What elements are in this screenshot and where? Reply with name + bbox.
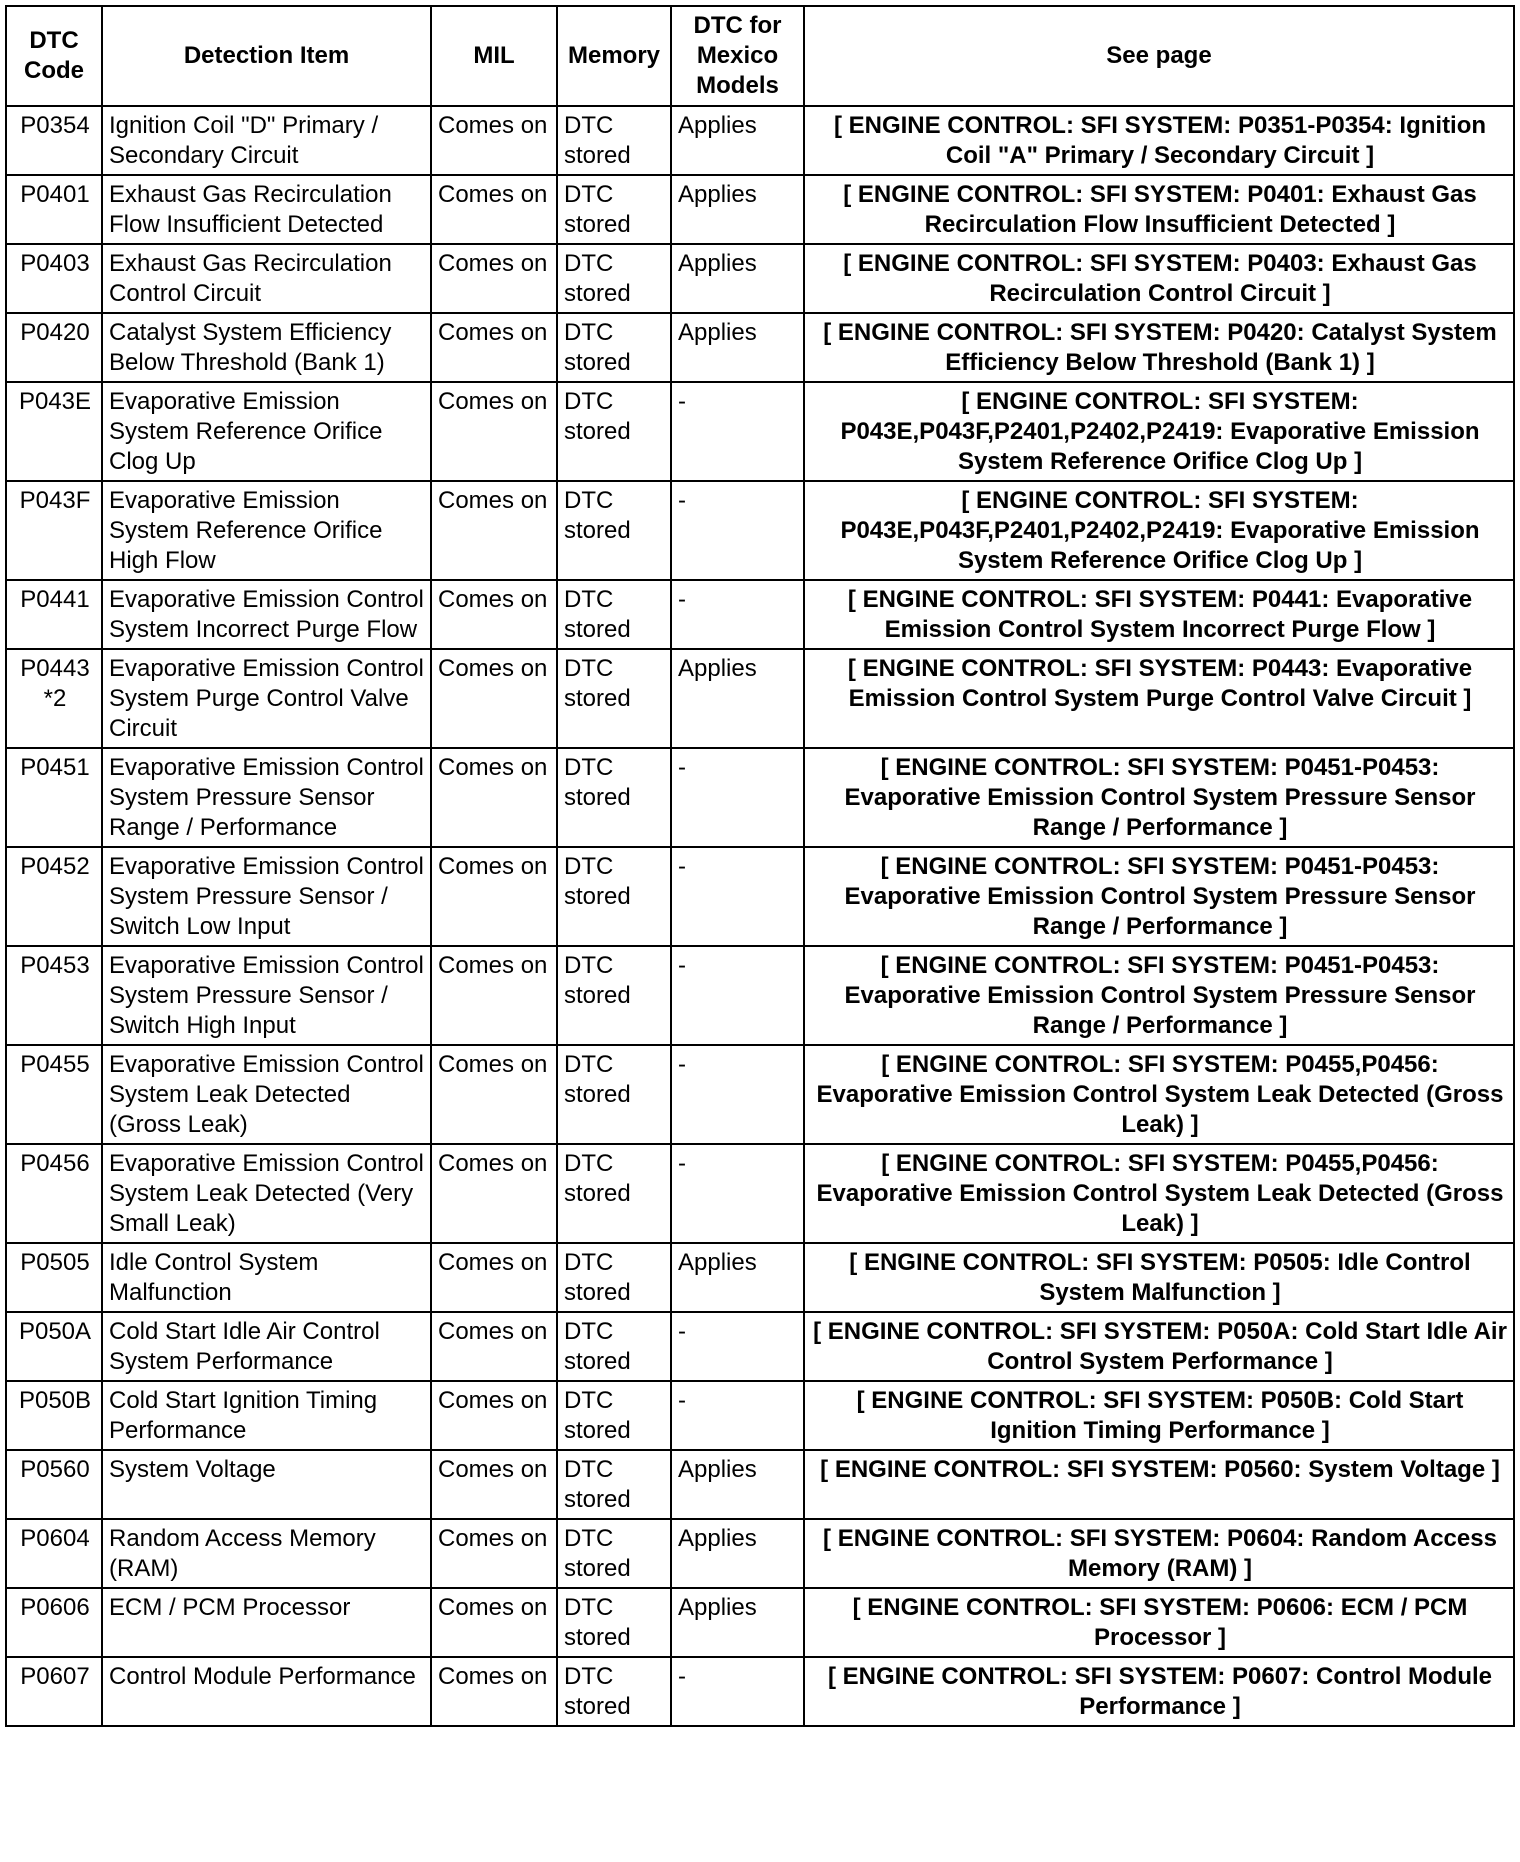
dtc-code: P0420 bbox=[20, 319, 90, 346]
table-row bbox=[6, 1588, 1514, 1657]
table-row bbox=[6, 1144, 1514, 1243]
dtc-code-cell bbox=[6, 1519, 102, 1588]
see-page-link[interactable]: [ ENGINE CONTROL: SFI SYSTEM: P0604: Random Access Memory (RAM) ] bbox=[804, 1519, 1514, 1588]
mexico-models-cell: - bbox=[671, 1312, 804, 1381]
memory-cell: DTC stored bbox=[557, 1519, 671, 1588]
table-row bbox=[6, 580, 1514, 649]
see-page-link[interactable]: [ ENGINE CONTROL: SFI SYSTEM: P0451-P0453: Evaporative Emission Control System Pressure Sensor Range / Performance ] bbox=[804, 748, 1514, 847]
mil-cell: Comes on bbox=[431, 1588, 557, 1657]
dtc-code-cell bbox=[6, 481, 102, 580]
see-page-link[interactable]: [ ENGINE CONTROL: SFI SYSTEM: P043E,P043F,P2401,P2402,P2419: Evaporative Emission System Reference Orifice Clog Up ] bbox=[804, 481, 1514, 580]
memory-cell: DTC stored bbox=[557, 1243, 671, 1312]
see-page-link[interactable]: [ ENGINE CONTROL: SFI SYSTEM: P0455,P0456: Evaporative Emission Control System Leak Detected (Gross Leak) ] bbox=[804, 1045, 1514, 1144]
memory-cell: DTC stored bbox=[557, 1144, 671, 1243]
dtc-footnote: *2 bbox=[43, 685, 67, 712]
see-page-link[interactable]: [ ENGINE CONTROL: SFI SYSTEM: P0441: Evaporative Emission Control System Incorrect Purge Flow ] bbox=[804, 580, 1514, 649]
detection-item-cell: Evaporative Emission Control System Leak Detected (Very Small Leak) bbox=[102, 1144, 431, 1243]
mil-cell: Comes on bbox=[431, 1381, 557, 1450]
mil-cell: Comes on bbox=[431, 748, 557, 847]
mexico-models-cell: - bbox=[671, 946, 804, 1045]
dtc-code-cell bbox=[6, 175, 102, 244]
detection-item-cell: ECM / PCM Processor bbox=[102, 1588, 431, 1657]
see-page-link[interactable]: [ ENGINE CONTROL: SFI SYSTEM: P0401: Exhaust Gas Recirculation Flow Insufficient Detected ] bbox=[804, 175, 1514, 244]
memory-cell: DTC stored bbox=[557, 1045, 671, 1144]
dtc-code-cell bbox=[6, 313, 102, 382]
table-row bbox=[6, 1381, 1514, 1450]
detection-item-cell: Cold Start Idle Air Control System Performance bbox=[102, 1312, 431, 1381]
table-row bbox=[6, 649, 1514, 748]
detection-item-cell: Idle Control System Malfunction bbox=[102, 1243, 431, 1312]
mil-cell: Comes on bbox=[431, 1657, 557, 1726]
mil-cell: Comes on bbox=[431, 382, 557, 481]
dtc-code-cell bbox=[6, 1243, 102, 1312]
table-body bbox=[6, 106, 1514, 1726]
header-memory: Memory bbox=[557, 6, 671, 106]
dtc-code: P0403 bbox=[20, 250, 90, 277]
dtc-code-cell bbox=[6, 1312, 102, 1381]
detection-item-cell: Evaporative Emission Control System Pressure Sensor / Switch Low Input bbox=[102, 847, 431, 946]
dtc-code-cell bbox=[6, 1450, 102, 1519]
memory-cell: DTC stored bbox=[557, 106, 671, 175]
mil-cell: Comes on bbox=[431, 649, 557, 748]
see-page-link[interactable]: [ ENGINE CONTROL: SFI SYSTEM: P0443: Evaporative Emission Control System Purge Control Valve Circuit ] bbox=[804, 649, 1514, 748]
mexico-models-cell: Applies bbox=[671, 1519, 804, 1588]
mil-cell: Comes on bbox=[431, 847, 557, 946]
table-row bbox=[6, 313, 1514, 382]
detection-item-cell: System Voltage bbox=[102, 1450, 431, 1519]
see-page-link[interactable]: [ ENGINE CONTROL: SFI SYSTEM: P050B: Cold Start Ignition Timing Performance ] bbox=[804, 1381, 1514, 1450]
detection-item-cell: Evaporative Emission Control System Leak Detected (Gross Leak) bbox=[102, 1045, 431, 1144]
mil-cell: Comes on bbox=[431, 1243, 557, 1312]
dtc-code-cell bbox=[6, 580, 102, 649]
memory-cell: DTC stored bbox=[557, 244, 671, 313]
see-page-link[interactable]: [ ENGINE CONTROL: SFI SYSTEM: P0560: System Voltage ] bbox=[804, 1450, 1514, 1519]
mexico-models-cell: Applies bbox=[671, 106, 804, 175]
dtc-code: P0560 bbox=[20, 1456, 90, 1483]
mexico-models-cell: Applies bbox=[671, 649, 804, 748]
mil-cell: Comes on bbox=[431, 1144, 557, 1243]
see-page-link[interactable]: [ ENGINE CONTROL: SFI SYSTEM: P0420: Catalyst System Efficiency Below Threshold (Bank 1) ] bbox=[804, 313, 1514, 382]
mexico-models-cell: Applies bbox=[671, 313, 804, 382]
table-row bbox=[6, 1045, 1514, 1144]
dtc-code: P0453 bbox=[20, 952, 90, 979]
mexico-models-cell: - bbox=[671, 1045, 804, 1144]
dtc-code: P0456 bbox=[20, 1150, 90, 1177]
mexico-models-cell: Applies bbox=[671, 1588, 804, 1657]
mexico-models-cell: Applies bbox=[671, 1243, 804, 1312]
header-dtc-code: DTC Code bbox=[6, 6, 102, 106]
header-mil: MIL bbox=[431, 6, 557, 106]
table-row bbox=[6, 1243, 1514, 1312]
header-see-page: See page bbox=[804, 6, 1514, 106]
dtc-table bbox=[5, 5, 1515, 1727]
header-row bbox=[6, 6, 1514, 106]
table-row bbox=[6, 1657, 1514, 1726]
detection-item-cell: Random Access Memory (RAM) bbox=[102, 1519, 431, 1588]
table-row bbox=[6, 1312, 1514, 1381]
mil-cell: Comes on bbox=[431, 946, 557, 1045]
dtc-code-cell bbox=[6, 1045, 102, 1144]
dtc-code: P0604 bbox=[20, 1525, 90, 1552]
detection-item-cell: Evaporative Emission Control System Purge Control Valve Circuit bbox=[102, 649, 431, 748]
table-row bbox=[6, 847, 1514, 946]
dtc-code: P0455 bbox=[20, 1051, 90, 1078]
see-page-link[interactable]: [ ENGINE CONTROL: SFI SYSTEM: P0403: Exhaust Gas Recirculation Control Circuit ] bbox=[804, 244, 1514, 313]
see-page-link[interactable]: [ ENGINE CONTROL: SFI SYSTEM: P043E,P043F,P2401,P2402,P2419: Evaporative Emission System Reference Orifice Clog Up ] bbox=[804, 382, 1514, 481]
dtc-code-cell bbox=[6, 244, 102, 313]
mil-cell: Comes on bbox=[431, 313, 557, 382]
memory-cell: DTC stored bbox=[557, 313, 671, 382]
header-detection-item: Detection Item bbox=[102, 6, 431, 106]
table-row bbox=[6, 175, 1514, 244]
dtc-code-cell bbox=[6, 106, 102, 175]
mexico-models-cell: - bbox=[671, 580, 804, 649]
mexico-models-cell: - bbox=[671, 382, 804, 481]
detection-item-cell: Cold Start Ignition Timing Performance bbox=[102, 1381, 431, 1450]
table-row bbox=[6, 106, 1514, 175]
mil-cell: Comes on bbox=[431, 175, 557, 244]
detection-item-cell: Ignition Coil "D" Primary / Secondary Circuit bbox=[102, 106, 431, 175]
memory-cell: DTC stored bbox=[557, 175, 671, 244]
dtc-code: P0441 bbox=[20, 586, 90, 613]
dtc-code-cell bbox=[6, 382, 102, 481]
table-row bbox=[6, 946, 1514, 1045]
mexico-models-cell: - bbox=[671, 847, 804, 946]
dtc-code-cell bbox=[6, 1144, 102, 1243]
detection-item-cell: Evaporative Emission Control System Pressure Sensor Range / Performance bbox=[102, 748, 431, 847]
memory-cell: DTC stored bbox=[557, 1657, 671, 1726]
mil-cell: Comes on bbox=[431, 106, 557, 175]
dtc-code-cell bbox=[6, 649, 102, 748]
detection-item-cell: Evaporative Emission Control System Incorrect Purge Flow bbox=[102, 580, 431, 649]
dtc-code-cell bbox=[6, 1381, 102, 1450]
memory-cell: DTC stored bbox=[557, 748, 671, 847]
memory-cell: DTC stored bbox=[557, 1312, 671, 1381]
table-row bbox=[6, 748, 1514, 847]
dtc-code: P0401 bbox=[20, 181, 90, 208]
header-mexico-models: DTC for Mexico Models bbox=[671, 6, 804, 106]
detection-item-cell: Catalyst System Efficiency Below Threshold (Bank 1) bbox=[102, 313, 431, 382]
table-row bbox=[6, 244, 1514, 313]
dtc-code: P0606 bbox=[20, 1594, 90, 1621]
memory-cell: DTC stored bbox=[557, 1588, 671, 1657]
memory-cell: DTC stored bbox=[557, 649, 671, 748]
memory-cell: DTC stored bbox=[557, 382, 671, 481]
dtc-code-cell bbox=[6, 946, 102, 1045]
memory-cell: DTC stored bbox=[557, 847, 671, 946]
mexico-models-cell: Applies bbox=[671, 175, 804, 244]
dtc-code: P050B bbox=[18, 1387, 92, 1414]
dtc-code: P0443 bbox=[20, 655, 90, 682]
dtc-code: P050A bbox=[18, 1318, 92, 1345]
dtc-table-container bbox=[5, 5, 1513, 1727]
dtc-code: P0452 bbox=[20, 853, 90, 880]
see-page-link[interactable]: [ ENGINE CONTROL: SFI SYSTEM: P0607: Control Module Performance ] bbox=[804, 1657, 1514, 1726]
dtc-code-cell bbox=[6, 1657, 102, 1726]
mil-cell: Comes on bbox=[431, 1045, 557, 1144]
mexico-models-cell: - bbox=[671, 1144, 804, 1243]
memory-cell: DTC stored bbox=[557, 946, 671, 1045]
dtc-code: P043E bbox=[18, 388, 92, 415]
mil-cell: Comes on bbox=[431, 244, 557, 313]
mil-cell: Comes on bbox=[431, 1519, 557, 1588]
see-page-link[interactable]: [ ENGINE CONTROL: SFI SYSTEM: P0505: Idle Control System Malfunction ] bbox=[804, 1243, 1514, 1312]
dtc-code-cell bbox=[6, 1588, 102, 1657]
table-row bbox=[6, 1450, 1514, 1519]
dtc-code-cell bbox=[6, 748, 102, 847]
dtc-code: P0354 bbox=[20, 112, 90, 139]
mil-cell: Comes on bbox=[431, 481, 557, 580]
see-page-link[interactable]: [ ENGINE CONTROL: SFI SYSTEM: P0455,P0456: Evaporative Emission Control System Leak Detected (Gross Leak) ] bbox=[804, 1144, 1514, 1243]
detection-item-cell: Exhaust Gas Recirculation Flow Insufficient Detected bbox=[102, 175, 431, 244]
memory-cell: DTC stored bbox=[557, 580, 671, 649]
dtc-code: P0505 bbox=[20, 1249, 90, 1276]
memory-cell: DTC stored bbox=[557, 1381, 671, 1450]
table-row bbox=[6, 481, 1514, 580]
mil-cell: Comes on bbox=[431, 580, 557, 649]
dtc-code-cell bbox=[6, 847, 102, 946]
detection-item-cell: Exhaust Gas Recirculation Control Circuit bbox=[102, 244, 431, 313]
mexico-models-cell: - bbox=[671, 748, 804, 847]
dtc-code: P043F bbox=[19, 487, 91, 514]
detection-item-cell: Evaporative Emission System Reference Orifice Clog Up bbox=[102, 382, 431, 481]
mil-cell: Comes on bbox=[431, 1312, 557, 1381]
mil-cell: Comes on bbox=[431, 1450, 557, 1519]
memory-cell: DTC stored bbox=[557, 481, 671, 580]
memory-cell: DTC stored bbox=[557, 1450, 671, 1519]
mexico-models-cell: Applies bbox=[671, 1450, 804, 1519]
detection-item-cell: Evaporative Emission System Reference Orifice High Flow bbox=[102, 481, 431, 580]
detection-item-cell: Evaporative Emission Control System Pressure Sensor / Switch High Input bbox=[102, 946, 431, 1045]
detection-item-cell: Control Module Performance bbox=[102, 1657, 431, 1726]
mexico-models-cell: - bbox=[671, 1381, 804, 1450]
mexico-models-cell: Applies bbox=[671, 244, 804, 313]
see-page-link[interactable]: [ ENGINE CONTROL: SFI SYSTEM: P0451-P0453: Evaporative Emission Control System Pressure Sensor Range / Performance ] bbox=[804, 946, 1514, 1045]
dtc-code: P0607 bbox=[20, 1663, 90, 1690]
dtc-code: P0451 bbox=[20, 754, 90, 781]
table-row bbox=[6, 1519, 1514, 1588]
see-page-link[interactable]: [ ENGINE CONTROL: SFI SYSTEM: P0451-P0453: Evaporative Emission Control System Pressure Sensor Range / Performance ] bbox=[804, 847, 1514, 946]
mexico-models-cell: - bbox=[671, 1657, 804, 1726]
table-row bbox=[6, 382, 1514, 481]
see-page-link[interactable]: [ ENGINE CONTROL: SFI SYSTEM: P050A: Cold Start Idle Air Control System Performance ] bbox=[804, 1312, 1514, 1381]
mexico-models-cell: - bbox=[671, 481, 804, 580]
see-page-link[interactable]: [ ENGINE CONTROL: SFI SYSTEM: P0351-P0354: Ignition Coil "A" Primary / Secondary Circuit ] bbox=[804, 106, 1514, 175]
see-page-link[interactable]: [ ENGINE CONTROL: SFI SYSTEM: P0606: ECM / PCM Processor ] bbox=[804, 1588, 1514, 1657]
